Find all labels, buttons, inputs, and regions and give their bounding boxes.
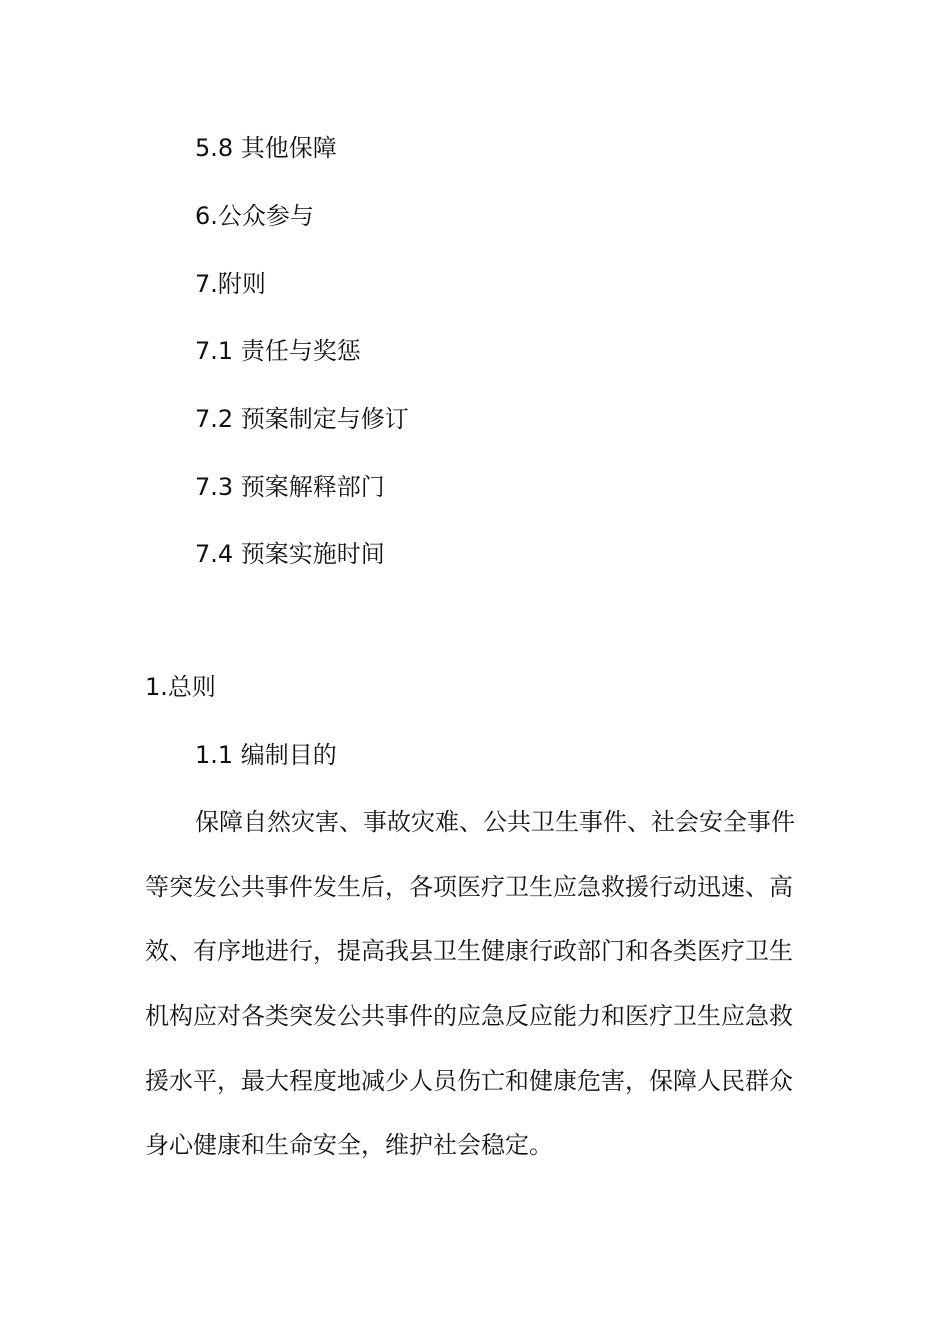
- paragraph-line: 援水平，最大程度地减少人员伤亡和健康危害，保障人民群众: [145, 1067, 793, 1095]
- toc-item: 7.3 预案解释部门: [195, 473, 385, 501]
- toc-item: 5.8 其他保障: [195, 134, 337, 162]
- section-heading: 1.总则: [145, 673, 216, 701]
- paragraph-line: 等突发公共事件发生后，各项医疗卫生应急救援行动迅速、高: [145, 873, 793, 901]
- subsection-heading: 1.1 编制目的: [195, 741, 337, 769]
- toc-item: 7.4 预案实施时间: [195, 540, 385, 568]
- toc-item: 7.2 预案制定与修订: [195, 405, 409, 433]
- paragraph-line: 身心健康和生命安全，维护社会稳定。: [145, 1131, 553, 1159]
- toc-item: 7.附则: [195, 270, 266, 298]
- toc-item: 7.1 责任与奖惩: [195, 337, 361, 365]
- paragraph-line: 效、有序地进行，提高我县卫生健康行政部门和各类医疗卫生: [145, 937, 793, 965]
- toc-item: 6.公众参与: [195, 202, 314, 230]
- paragraph-line: 保障自然灾害、事故灾难、公共卫生事件、社会安全事件: [195, 808, 795, 836]
- paragraph-line: 机构应对各类突发公共事件的应急反应能力和医疗卫生应急救: [145, 1002, 793, 1030]
